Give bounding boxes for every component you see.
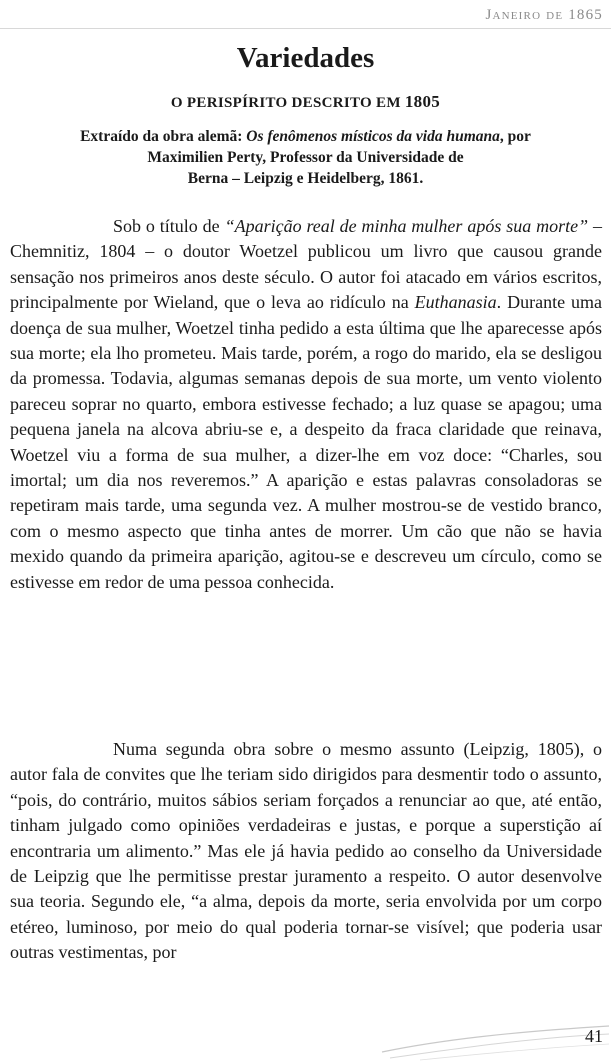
source-lead: Extraído da obra alemã: bbox=[80, 128, 247, 145]
paragraph-1 bbox=[10, 214, 602, 595]
source-citation bbox=[20, 126, 591, 189]
page-header bbox=[0, 0, 611, 30]
article-subtitle bbox=[0, 92, 611, 112]
source-rest: , por bbox=[499, 128, 531, 145]
header-rule bbox=[0, 28, 611, 29]
subtitle-text: O PERISPÍRITO DESCRITO EM bbox=[170, 95, 405, 111]
p1-lead: Sob o título de bbox=[113, 216, 225, 236]
p1-quoted-title: “Aparição real de minha mulher após sua morte” bbox=[224, 216, 589, 236]
page-ornament-swoosh bbox=[380, 1022, 611, 1061]
paragraph-2: Numa segunda obra sobre o mesmo assunto (Leipzig, 1805), o autor fala de convites que lhe teriam sido dirigidos para desmentir todo o assunto, “pois, do contrário, muitos sábios seriam forçados a renunciar ao que, até então, tinham julgado como opiniões verdadeiras e justas, e porque a superstição aí encontraria um alimento.” Mas ele já havia pedido ao conselho da Universidade de Leipzig que lhe permitisse prestar juramento a respeito. O autor desenvolve sua teoria. Segundo ele, “a alma, depois da morte, seria envolvida por um corpo etéreo, luminoso, por meio do qual poderia tornar-se visível; que poderia usar outras vestimentas, por bbox=[10, 739, 602, 963]
p1-text-2: . Durante uma doença de sua mulher, Woetzel tinha pedido a esta última que lhe aparecesse após sua morte; ela lho prometeu. Mais tarde, porém, a rogo do marido, ela se desligou da promessa. Todavia, algumas semanas depois de sua morte, um vento violento pareceu soprar no quarto, embora estivesse fechado; a luz quase se apagou; uma pequena janela na alcova abriu-se e, a despeito da fraca claridade que reinava, Woetzel viu a forma de sua mulher, a dizer-lhe em voz doce: “Charles, sou imortal; um dia nos reveremos.” A aparição e estas palavras consoladoras se repetiram mais tarde, uma segunda vez. A mulher mostrou-se de vestido branco, com o mesmo aspecto que tinha antes de morrer. Um cão que não se havia mexido quando da primeira aparição, agitou-se e descreveu um círculo, como se estivesse em redor de uma pessoa conhecida. bbox=[10, 292, 602, 592]
page-number: 41 bbox=[585, 1026, 603, 1046]
p1-text-1: – Chemnitiz, 1804 – o doutor Woetzel publicou um livro que causou grande sensação nos primeiros anos deste século. O autor foi atacado em vários escritos, principalmente por Wieland, que o leva ao ridículo na bbox=[10, 216, 602, 313]
article-title: Variedades bbox=[236, 42, 375, 74]
running-head: Janeiro de 1865 bbox=[485, 7, 603, 23]
source-work-title: Os fenômenos místicos da vida humana bbox=[246, 128, 500, 145]
source-place-date: Berna – Leipzig e Heidelberg, 1861. bbox=[187, 170, 424, 187]
p1-euthanasia: Euthanasia bbox=[414, 292, 497, 313]
source-author: Maximilien Perty, Professor da Universidade de bbox=[147, 149, 464, 166]
subtitle-year: 1805 bbox=[404, 92, 441, 111]
